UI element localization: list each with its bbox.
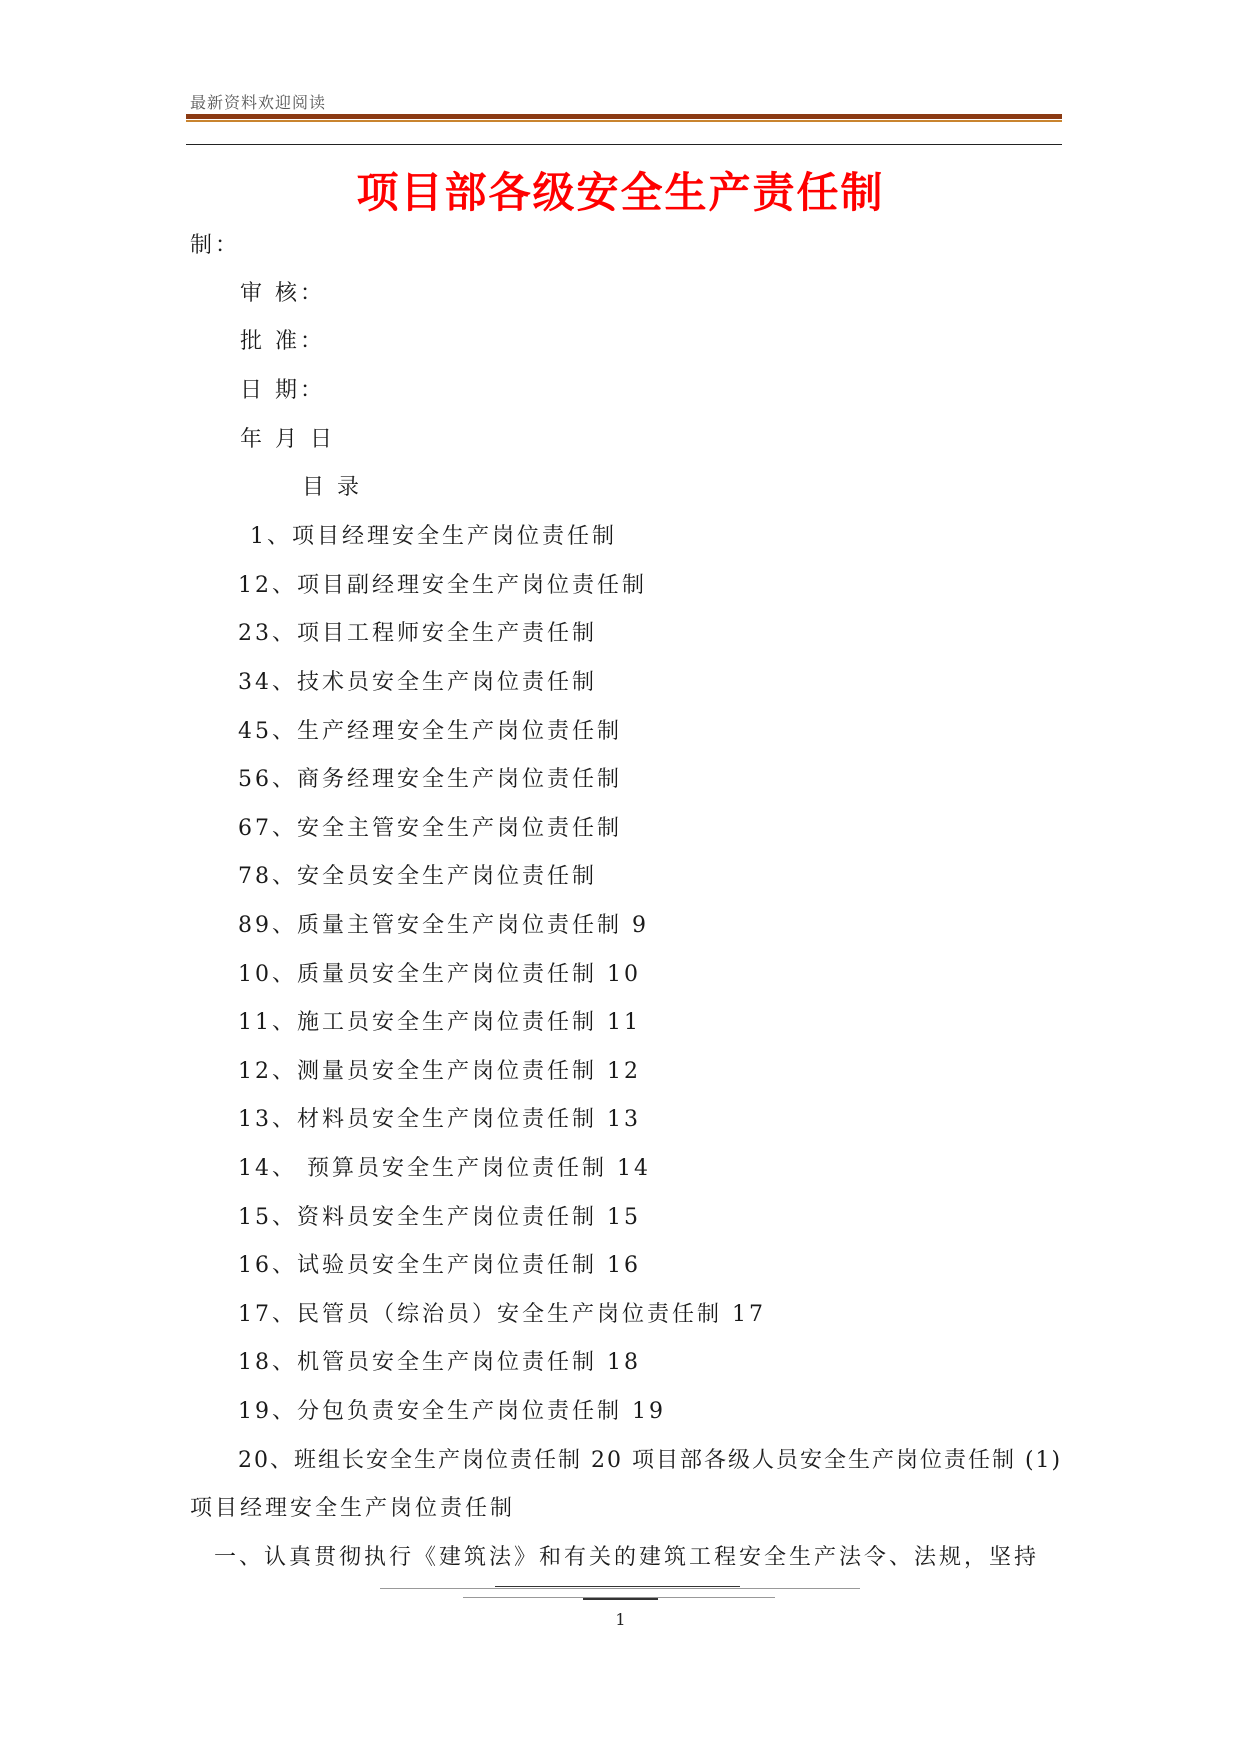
footer-rule-inner-top xyxy=(495,1586,740,1587)
field-approved: 批 准： xyxy=(240,329,325,354)
toc-item: 12、测量员安全生产岗位责任制 12 xyxy=(238,1059,641,1084)
field-year-month-day: 年 月 日 xyxy=(240,427,335,452)
toc-item: 78、安全员安全生产岗位责任制 xyxy=(238,864,597,889)
header-rule-thick xyxy=(186,114,1062,119)
toc-item: 14、 预算员安全生产岗位责任制 14 xyxy=(238,1156,651,1181)
header-rule-accent xyxy=(186,120,1062,122)
document-title: 项目部各级安全生产责任制 xyxy=(356,168,885,217)
toc-heading: 目 录 xyxy=(302,475,362,500)
toc-item: 11、施工员安全生产岗位责任制 11 xyxy=(238,1010,641,1035)
toc-item: 89、质量主管安全生产岗位责任制 9 xyxy=(238,913,649,938)
toc-item: 19、分包负责安全生产岗位责任制 19 xyxy=(238,1399,666,1424)
toc-item: 34、技术员安全生产岗位责任制 xyxy=(238,670,597,695)
toc-item: 67、安全主管安全生产岗位责任制 xyxy=(238,816,622,841)
toc-item: 18、机管员安全生产岗位责任制 18 xyxy=(238,1350,641,1375)
body-section-title: 项目经理安全生产岗位责任制 xyxy=(190,1496,516,1521)
toc-item: 10、质量员安全生产岗位责任制 10 xyxy=(238,962,641,987)
toc-item: 12、项目副经理安全生产岗位责任制 xyxy=(238,573,647,598)
toc-item: 45、生产经理安全生产岗位责任制 xyxy=(238,719,622,744)
body-paragraph: 一、认真贯彻执行《建筑法》和有关的建筑工程安全生产法令、法规，坚持 xyxy=(214,1545,1040,1570)
page-number: 1 xyxy=(615,1610,626,1629)
field-date: 日 期： xyxy=(240,378,325,403)
footer-rule-outer xyxy=(380,1588,860,1589)
toc-item: 13、材料员安全生产岗位责任制 13 xyxy=(238,1107,641,1132)
toc-item: 16、试验员安全生产岗位责任制 16 xyxy=(238,1253,641,1278)
page-header-text: 最新资料欢迎阅读 xyxy=(190,93,327,112)
toc-item: 17、民管员（综治员）安全生产岗位责任制 17 xyxy=(238,1302,766,1327)
footer-rule-center xyxy=(583,1598,658,1600)
toc-item: 15、资料员安全生产岗位责任制 15 xyxy=(238,1205,641,1230)
toc-item: 23、项目工程师安全生产责任制 xyxy=(238,621,597,646)
toc-item: 56、商务经理安全生产岗位责任制 xyxy=(238,767,622,792)
toc-item: 1、项目经理安全生产岗位责任制 xyxy=(250,524,617,549)
field-reviewed: 审 核： xyxy=(240,281,325,306)
field-prepared: 制： xyxy=(190,233,241,258)
header-rule-thin xyxy=(186,144,1062,145)
body-line-toc-continued: 20、班组长安全生产岗位责任制 20 项目部各级人员安全生产岗位责任制 (1) xyxy=(238,1448,1063,1473)
